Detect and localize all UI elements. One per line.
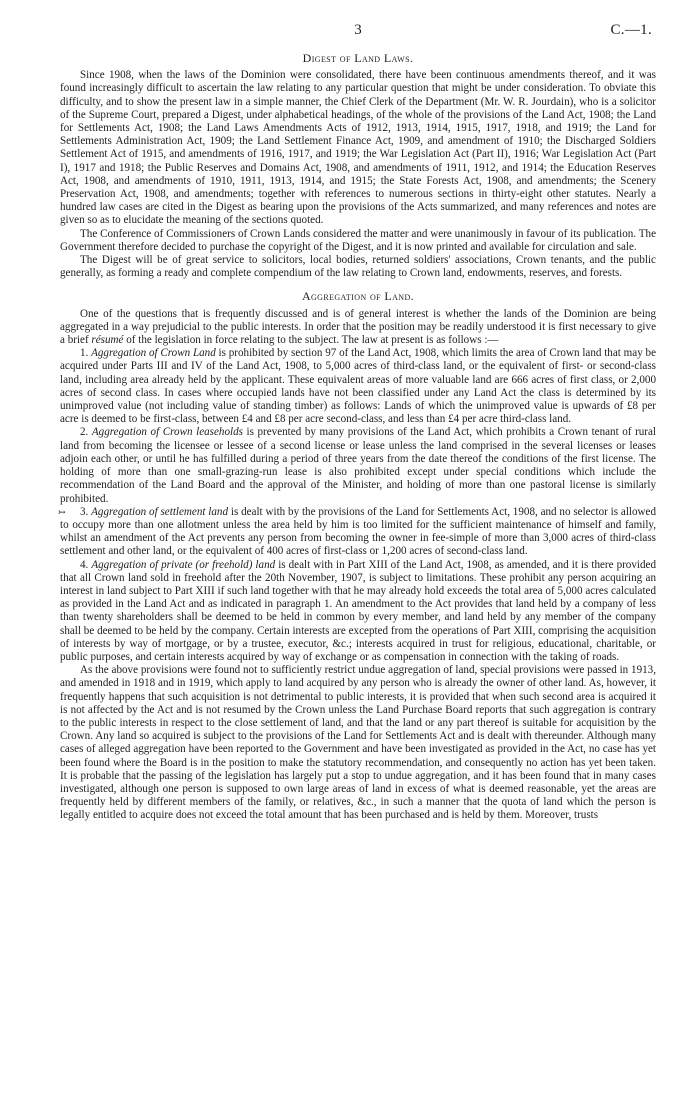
aggregation-item-2 [60, 426, 656, 505]
page-number: 3 [354, 22, 362, 38]
item-body: is prohibited by section 97 of the Land Act, 1908, which limits the area of Crown land that may be acquired under Parts III and IV of the Land Act, 1908, to 5,000 acres of third-class land, or the equivalent of first- or second-class land, including area already held by the applicant. These equivalent areas of more valuable land are 666 acres of first class, or 2,000 acres of second class. In cases where occupied lands have not been classified under any Land Act the class is determined by its unimproved value (not including value of standing timber) as follows: Lands of which the unimproved value is upwards of £8 per acre is deemed to be first-class, between £4 and £8 per acre second-class, and less than £4 per acre third-class land. [60, 347, 656, 426]
digest-paragraph-3: The Digest will be of great service to solicitors, local bodies, returned soldiers' associations, Crown tenants, and the public generally, as forming a ready and complete compendium of the law relating to Crown land, endowments, reserves, and forests. [60, 254, 656, 280]
aggregation-final-paragraph: As the above provisions were found not to sufficiently restrict undue aggregation of land, special provisions were passed in 1913, and amended in 1918 and in 1919, which apply to land acquired by any person who is already the owner of other land. As, however, it frequently happens that such acquisition is not detrimental to public interests, it is provided that when such second area is acquired it is not affected by the Act and is not resumed by the Crown unless the Land Purchase Board reports that such aggregation is contrary to the public interests in respect to the close settlement of land, and that the land or any part thereof is suitable for acquisition by the Crown. Any land so acquired is subject to the provisions of the Land for Settlements Act and is dealt with thereunder. Although many cases of alleged aggregation have been reported to the Government and have been investigated as provided in the Act, no case has yet been found where the Board is in the position to make the statutory recommendation, and consequently no action has yet been taken. It is probable that the passing of the legislation has largely put a stop to undue aggregation, and it has been found that in many cases investigated, although one person is supposed to own large areas of land in excess of what is deemed reasonable, yet the areas are frequently held by different members of the family, or relatives, &c., in such a manner that the quota of land which the person is legally entitled to acquire does not exceed the total amount that has been purchased and is held by them. Moreover, trusts [60, 664, 656, 822]
aggregation-item-3 [60, 506, 656, 559]
item-number: 3. [80, 505, 92, 518]
item-title: Aggregation of Crown leaseholds [91, 426, 243, 439]
item-number: 4. [80, 558, 92, 571]
item-title: Aggregation of Crown Land [91, 347, 216, 360]
item-title: Aggregation of private (or freehold) land [91, 558, 276, 571]
item-body: is prevented by many provisions of the Land Act, which prohibits a Crown tenant of rural land from becoming the licensee or lessee of a second license or lease unless the land comprised in the several licenses or leases adjoin each other, or until he has fulfilled during a period of three years from the date thereof the conditions of the first license. The holding of more than one small-grazing-run lease is also prohibited except under special conditions which include the recommendation of the Land Board and the approval of the Minister, and holding of more than one pastoral license is similarly prohibited. [60, 426, 657, 505]
page-reference: C.—1. [610, 22, 652, 38]
section-heading-digest: Digest of Land Laws. [302, 51, 414, 65]
intro-text-b: of the legislation in force relating to the subject. The law at present is as follows :— [123, 334, 499, 347]
item-number: 1. [80, 347, 92, 360]
digest-paragraph-2: The Conference of Commissioners of Crown Lands considered the matter and were unanimously in favour of its publication. The Government therefore decided to purchase the copyright of the Digest, and it is now printed and available for circulation and sale. [60, 227, 656, 253]
intro-text-a: One of the questions that is frequently discussed and is of general interest is whether the lands of the Dominion are being aggregated in a way prejudicial to the public interests. In order that the position may be readily understood it is first necessary to give a brief [60, 307, 656, 347]
digest-paragraph-1: Since 1908, when the laws of the Dominion were consolidated, there have been continuous amendments thereof, and it was found increasingly difficult to ascertain the law relating to any particular question that might be under consideration. To obviate this difficulty, and to show the present law in a simple manner, the Chief Clerk of the Department (Mr. W. R. Jourdain), who is a solicitor of the Supreme Court, prepared a Digest, under alphabetical headings, of the whole of the provisions of the Land Act, 1908; the Land for Settlements Act, 1908; the Land Laws Amendments Acts of 1912, 1913, 1914, 1915, 1917, 1918, and 1919; the Land for Settlements Administration Act, 1909; the Land Settlement Finance Act, 1909, and amendment of 1910; the Discharged Soldiers Settlement Act of 1915, and amendments of 1916, 1917, and 1919; the War Legislation Act (Part II), 1916; War Legislation Act (Part I), 1917 and 1918; the Public Reserves and Domains Act, 1908, and amendments of 1911, 1912, and 1914; the Education Reserves Act, 1908, and amendments of 1910, 1911, 1913, 1914, and 1915; the State Forests Act, 1908, and amendments; the Scenery Preservation Act, 1908, and amendments; together with references to numerous sections in thirty-eight other statutes. Nearly a hundred law cases are cited in the Digest as bearing upon the provisions of the Acts summarized, and many references and notes are given so as to elucidate the meaning of the sections quoted. [60, 69, 656, 227]
aggregation-item-4 [60, 559, 656, 665]
margin-mark-icon: ↣ [58, 506, 66, 517]
aggregation-intro [60, 308, 656, 348]
aggregation-item-1 [60, 347, 656, 426]
item-body: is dealt with by the provisions of the Land for Settlements Act, 1908, and no selector is allowed to occupy more than one allotment unless the area held by him is too limited for the sufficient maintenance of himself and family, whilst an amendment of the Act prevents any person from becoming the owner in fee-simple of more than 3,000 acres of third-class settlement and other land, or the equivalent of 400 acres of first-class or 1,200 acres of second-class land. [60, 505, 657, 558]
item-body: is dealt with in Part XIII of the Land Act, 1908, as amended, and it is there provided that all Crown land sold in freehold after the 20th November, 1907, is subject to limitations. These prohibit any person acquiring an interest in land subject to Part XIII if such land together with that he may already hold exceeds the total area of 5,000 acres calculated as provided in the Land Act and as indicated in paragraph 1. An amendment to the Act provides that land held by a company of less than twenty shareholders shall be deemed to be held in common by every member, and land held by any member of the company shall be deemed to be held by the company. Certain interests are excepted from the operations of Part XIII, comprising the acquisition of interests by way of mortgage, or by a trustee, executor, &c.; interests acquired in trust for religious, educational, charitable, or public purposes, and certain interests acquired by way of exchange or as compensation in connection with the taking of roads. [60, 558, 657, 663]
intro-emphasis: résumé [91, 334, 124, 347]
item-number: 2. [80, 426, 92, 439]
item-title: Aggregation of settlement land [91, 505, 229, 518]
section-heading-aggregation: Aggregation of Land. [301, 289, 415, 304]
page-header [60, 24, 656, 46]
